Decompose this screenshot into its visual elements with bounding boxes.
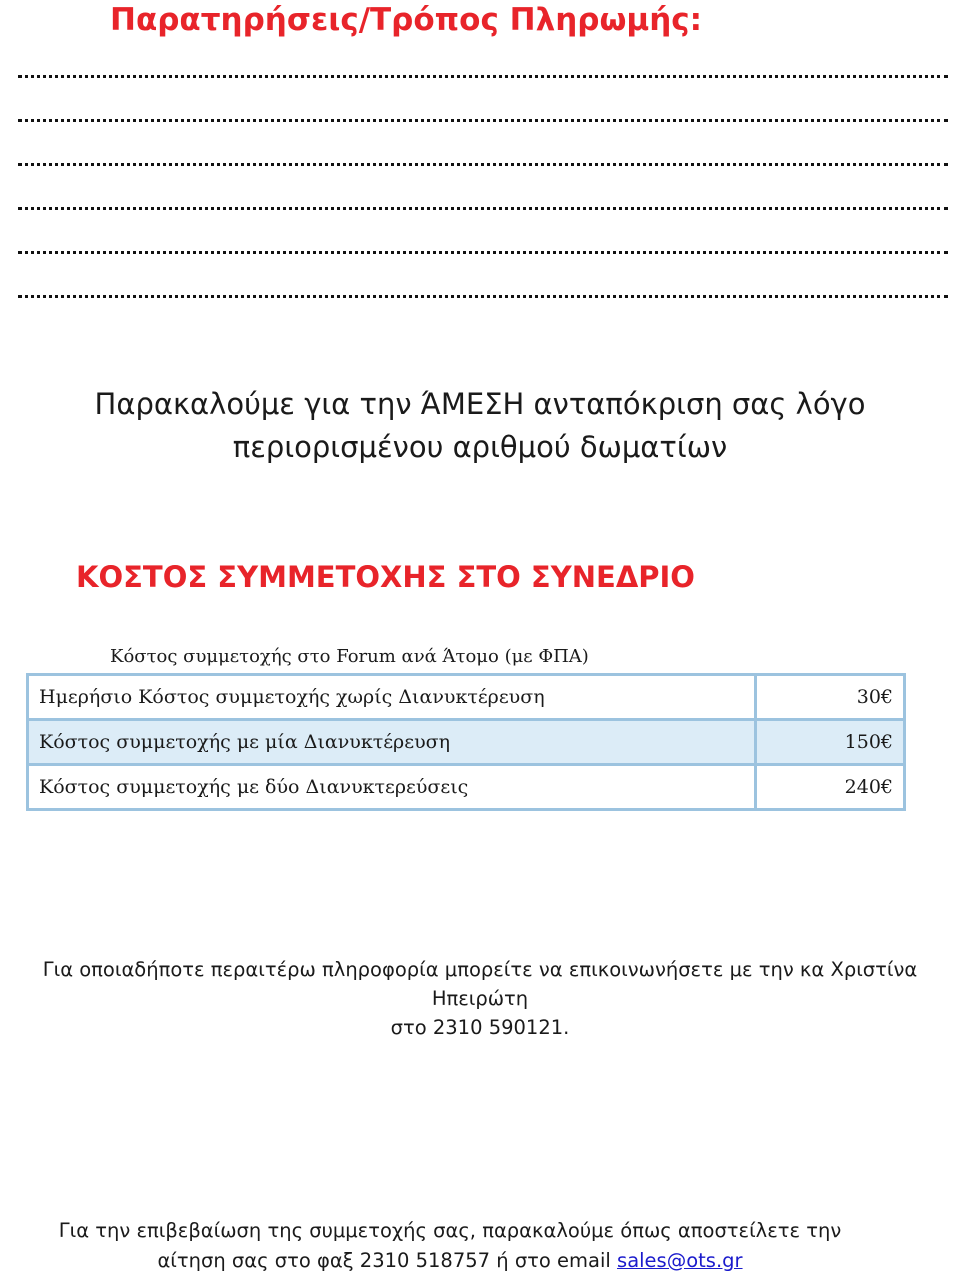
urgent-notice	[0, 383, 960, 469]
remarks-blank-line	[18, 206, 948, 210]
cost-row-two-nights	[28, 765, 905, 810]
remarks-blank-line	[18, 118, 948, 122]
cost-row-price: 240€	[756, 765, 905, 810]
urgent-notice-line: περιορισμένου αριθμού δωματίων	[232, 430, 728, 464]
contact-line: Ηπειρώτη	[431, 987, 529, 1010]
cost-row-label: Κόστος συμμετοχής με δύο Διανυκτερεύσεις	[28, 765, 756, 810]
cost-row-price: 30€	[756, 675, 905, 720]
confirmation-line: Για την επιβεβαίωση της συμμετοχής σας, παρακαλούμε όπως αποστείλετε την	[58, 1219, 842, 1242]
confirmation-info	[0, 1216, 900, 1276]
contact-line: Για οποιαδήποτε περαιτέρω πληροφορία μπορείτε να επικοινωνήσετε με την κα Χριστίνα	[42, 958, 918, 981]
confirmation-line	[0, 1246, 900, 1276]
cost-row-day	[28, 675, 905, 720]
cost-heading: ΚΟΣΤΟΣ ΣΥΜΜΕΤΟΧΗΣ ΣΤΟ ΣΥΝΕΔΡΙΟ	[76, 560, 695, 594]
cost-table	[26, 673, 906, 811]
contact-phone: στο 2310 590121.	[390, 1016, 570, 1039]
cost-caption: Κόστος συμμετοχής στο Forum ανά Άτομο (με ΦΠΑ)	[110, 646, 589, 667]
cost-row-label: Ημερήσιο Κόστος συμμετοχής χωρίς Διανυκτέρευση	[28, 675, 756, 720]
contact-info	[0, 955, 960, 1042]
remarks-heading: Παρατηρήσεις/Τρόπος Πληρωμής:	[110, 2, 703, 38]
cost-row-label: Κόστος συμμετοχής με μία Διανυκτέρευση	[28, 720, 756, 765]
cost-row-one-night	[28, 720, 905, 765]
confirmation-fax-text: αίτηση σας στο φαξ 2310 518757 ή στο email	[157, 1249, 618, 1272]
remarks-blank-line	[18, 74, 948, 78]
urgent-notice-line: Παρακαλούμε για την ΆΜΕΣΗ ανταπόκριση σας λόγο	[94, 387, 866, 421]
remarks-blank-line	[18, 162, 948, 166]
cost-row-price: 150€	[756, 720, 905, 765]
email-link[interactable]: sales@ots.gr	[617, 1249, 743, 1272]
remarks-blank-line	[18, 250, 948, 254]
remarks-blank-line	[18, 294, 948, 298]
